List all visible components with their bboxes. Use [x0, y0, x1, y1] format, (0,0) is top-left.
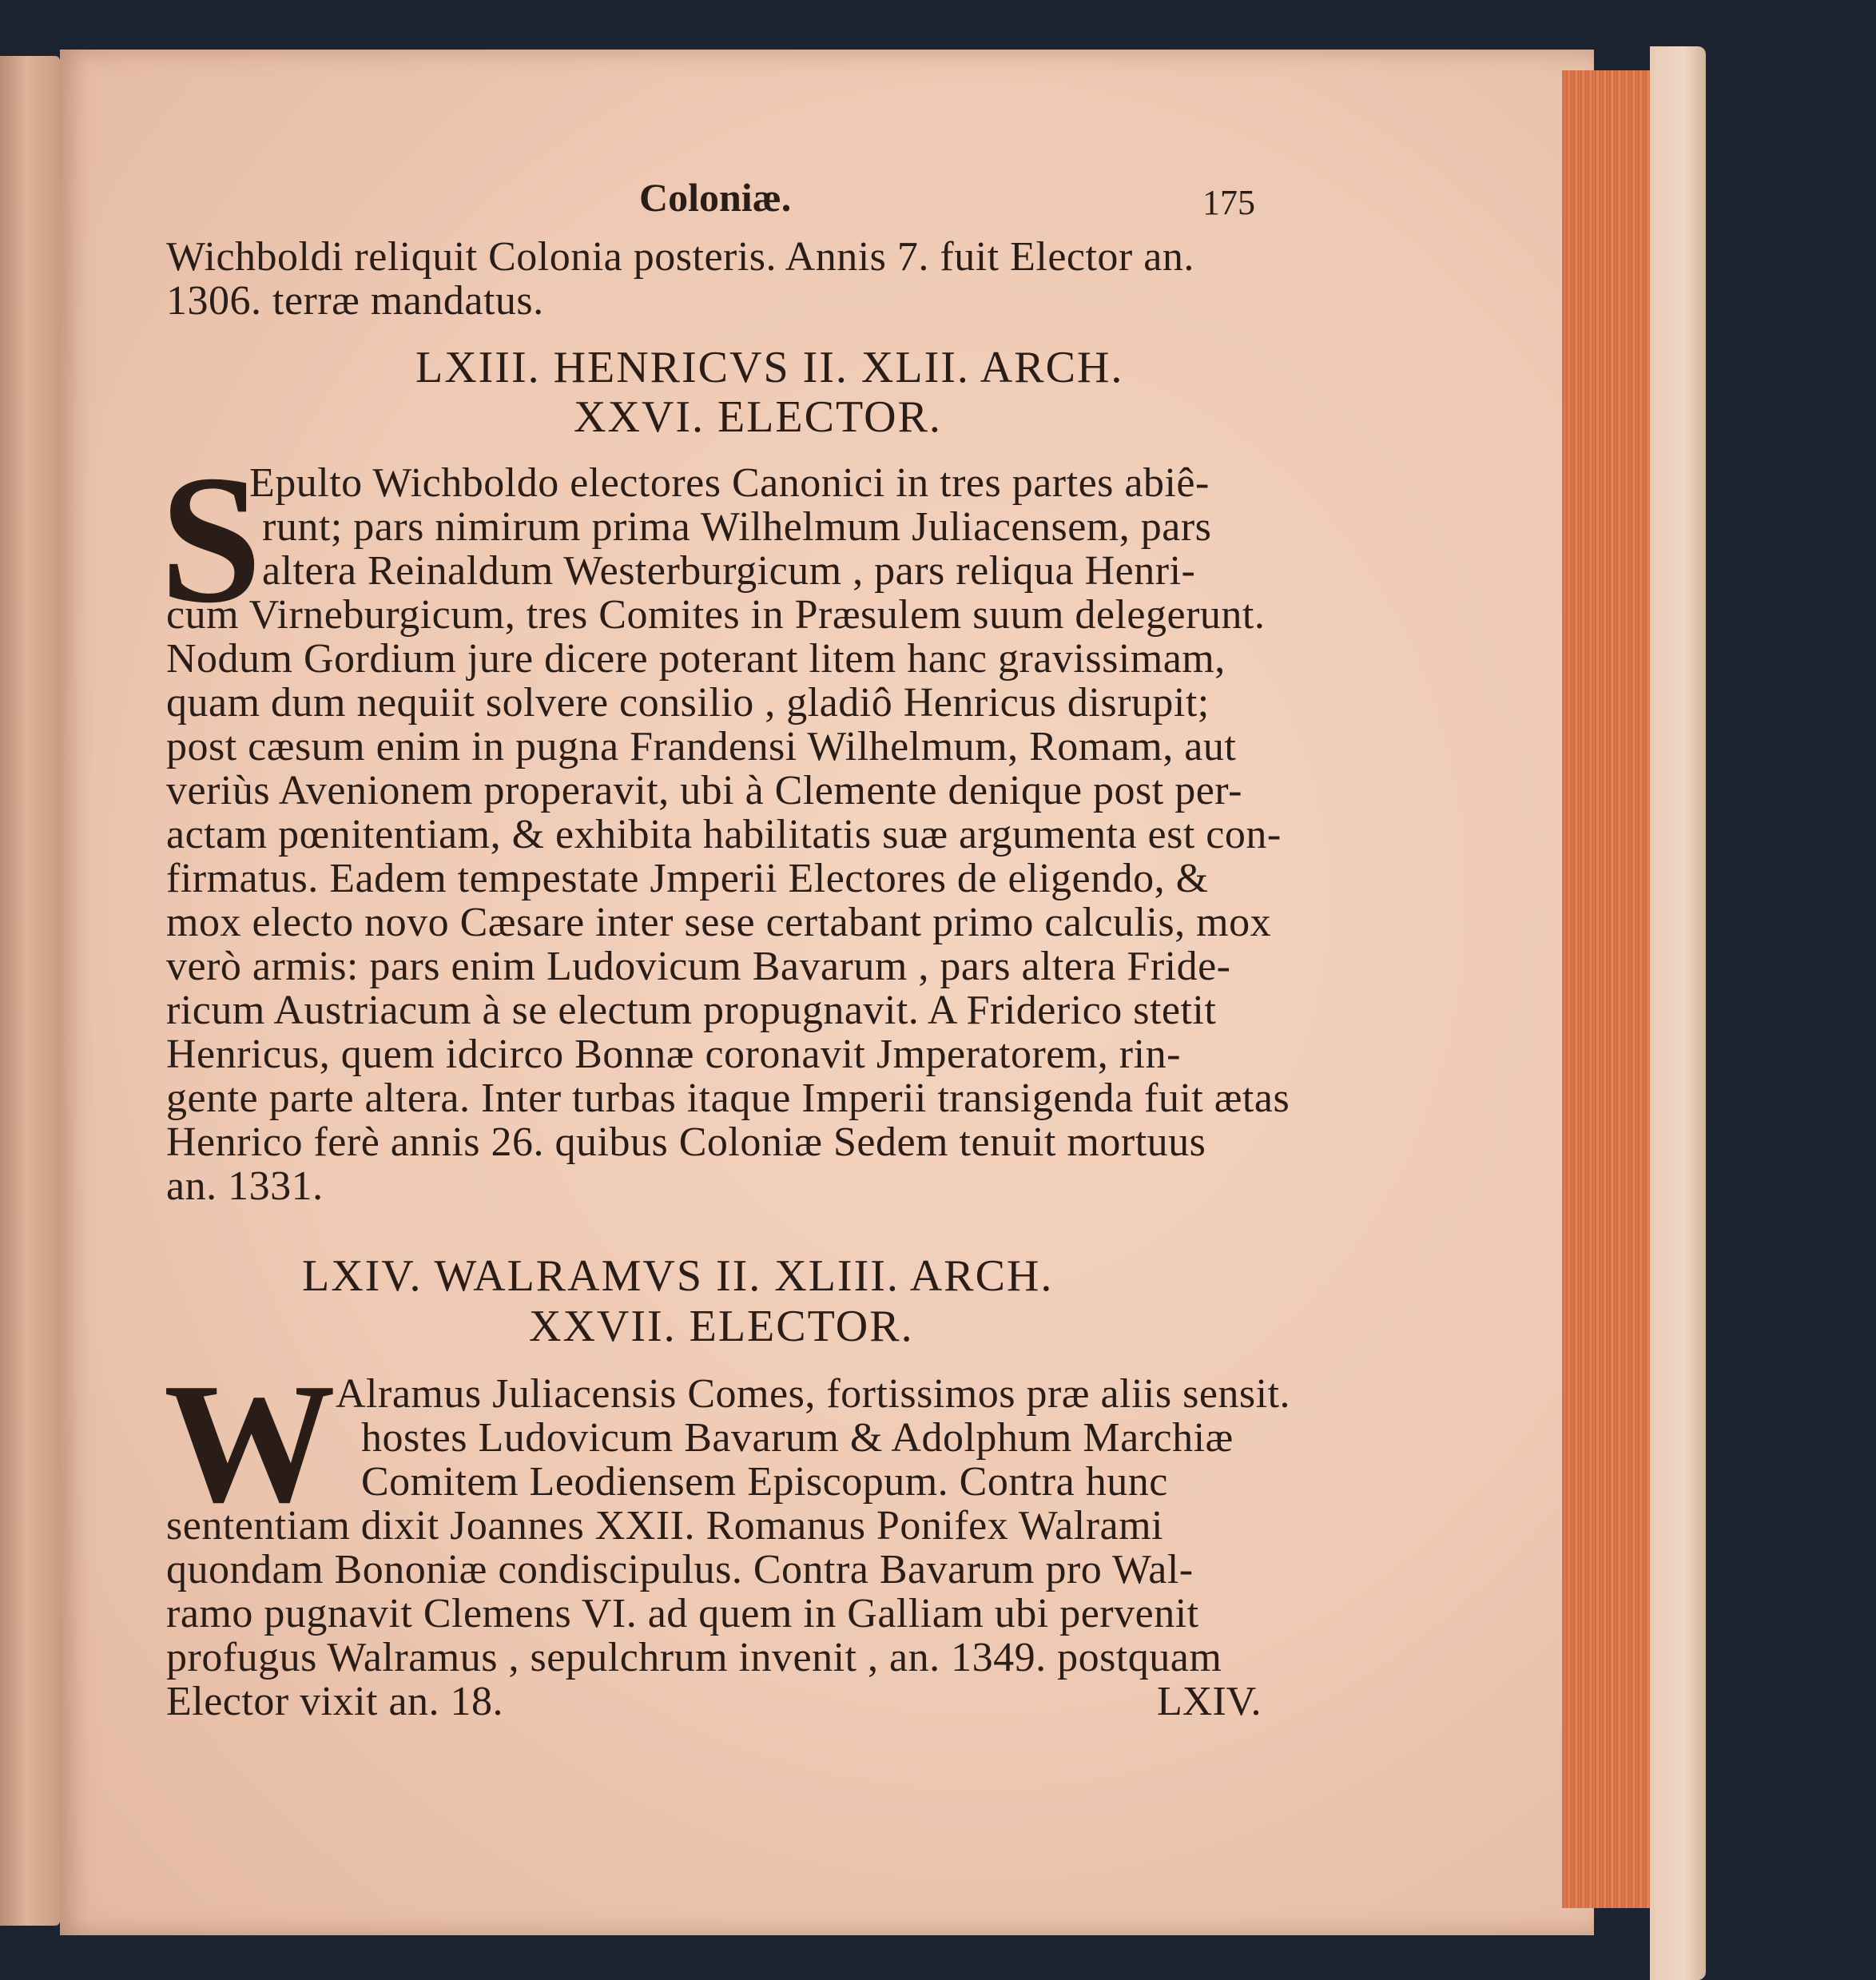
section-1-line-14: Henricus, quem idcirco Bonnæ coronavit Jmperatorem, rin- — [166, 1032, 1181, 1077]
section-1-line-17: an. 1331. — [166, 1163, 324, 1209]
intro-line-1: Wichboldi reliquit Colonia posteris. Annis 7. fuit Elector an. — [166, 234, 1194, 280]
section-2-line-5: quondam Bononiæ condiscipulus. Contra Bavarum pro Wal- — [166, 1547, 1194, 1592]
section-1-heading-line-1: LXIII. HENRICVS II. XLII. ARCH. — [415, 343, 1124, 392]
section-1-line-11: mox electo novo Cæsare inter sese certabant primo calculis, mox — [166, 900, 1272, 945]
section-1-line-13: ricum Austriacum à se electum propugnavit. A Friderico stetit — [166, 988, 1217, 1033]
intro-line-2: 1306. terræ mandatus. — [166, 278, 544, 324]
section-1-heading-line-2: XXVI. ELECTOR. — [574, 392, 942, 442]
page-number: 175 — [1202, 183, 1255, 222]
section-1-line-9: actam pœnitentiam, & exhibita habilitatis suæ argumenta est con- — [166, 812, 1282, 857]
section-2-line-4: sententiam dixit Joannes XXII. Romanus Ponifex Walrami — [166, 1503, 1163, 1549]
section-2-line-2: hostes Ludovicum Bavarum & Adolphum Marchiæ — [361, 1415, 1234, 1461]
page-edges-red — [1562, 70, 1652, 1908]
section-1-line-2: runt; pars nimirum prima Wilhelmum Juliacensem, pars — [262, 504, 1212, 550]
section-2-line-1: Alramus Juliacensis Comes, fortissimos præ aliis sensit. — [336, 1371, 1291, 1417]
section-1-line-10: firmatus. Eadem tempestate Jmperii Electores de eligendo, & — [166, 856, 1209, 901]
section-1-line-7: post cæsum enim in pugna Frandensi Wilhelmum, Romam, aut — [166, 724, 1237, 769]
book-spine-left — [0, 56, 60, 1926]
section-2-line-7: profugus Walramus , sepulchrum invenit , an. 1349. postquam — [166, 1635, 1222, 1680]
running-head: Coloniæ. — [639, 175, 792, 220]
section-2-line-8: Elector vixit an. 18. — [166, 1679, 504, 1724]
section-2-heading-line-1: LXIV. WALRAMVS II. XLIII. ARCH. — [302, 1251, 1054, 1301]
section-1-line-1: Epulto Wichboldo electores Canonici in tres partes abiê- — [249, 460, 1210, 506]
section-1-line-4: cum Virneburgicum, tres Comites in Præsulem suum delegerunt. — [166, 592, 1266, 638]
section-2-line-6: ramo pugnavit Clemens VI. ad quem in Galliam ubi pervenit — [166, 1591, 1199, 1636]
section-1-line-16: Henrico ferè annis 26. quibus Coloniæ Sedem tenuit mortuus — [166, 1119, 1206, 1165]
catchword: LXIV. — [1157, 1679, 1262, 1724]
drop-cap-s: S — [160, 437, 262, 641]
section-1-line-12: verò armis: pars enim Ludovicum Bavarum , pars altera Fride- — [166, 944, 1231, 989]
section-2-heading-line-2: XXVII. ELECTOR. — [529, 1302, 914, 1351]
section-1-line-6: quam dum nequiit solvere consilio , gladiô Henricus disrupit; — [166, 680, 1210, 726]
book-cover-right — [1650, 46, 1706, 1980]
section-1-line-8: veriùs Avenionem properavit, ubi à Clemente denique post per- — [166, 768, 1242, 813]
section-2-line-3: Comitem Leodiensem Episcopum. Contra hunc — [361, 1459, 1168, 1505]
drop-cap-w: W — [164, 1347, 336, 1538]
section-1-line-3: altera Reinaldum Westerburgicum , pars reliqua Henri- — [262, 548, 1196, 594]
section-1-line-15: gente parte altera. Inter turbas itaque Imperii transigenda fuit ætas — [166, 1075, 1290, 1121]
section-1-line-5: Nodum Gordium jure dicere poterant litem hanc gravissimam, — [166, 636, 1226, 682]
